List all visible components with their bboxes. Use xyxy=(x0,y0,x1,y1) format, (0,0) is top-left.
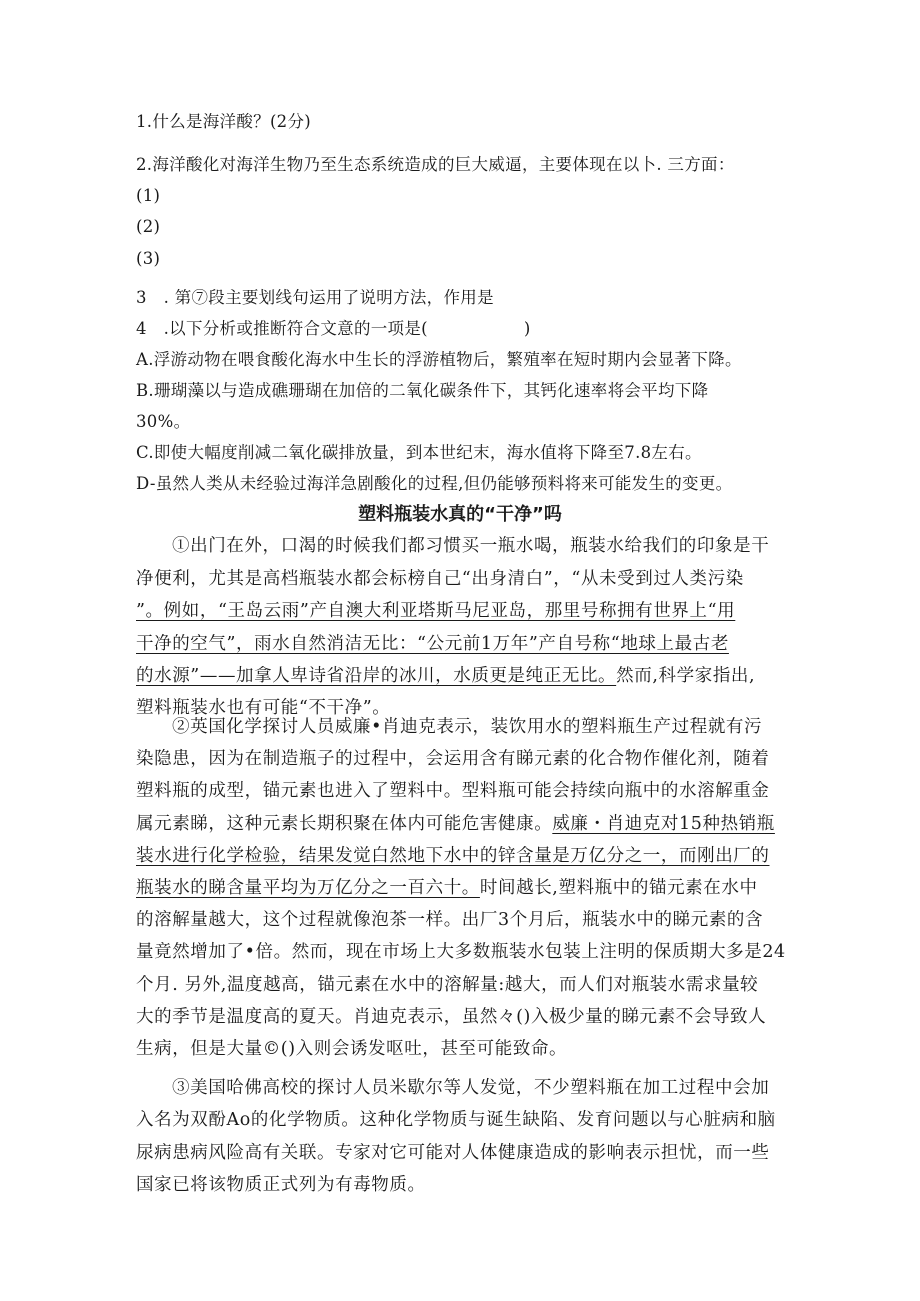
question-2-item-3: (3) xyxy=(136,249,161,268)
sentence: 时间越长,塑料瓶中的锚元素在水中 xyxy=(479,878,758,898)
paragraph-line xyxy=(136,813,775,835)
paragraph-line: 净便利，尤其是高档瓶装水都会标榜自己“出身清白”，“从未受到过人类污染 xyxy=(136,569,744,589)
question-2-item-2: (2) xyxy=(136,217,161,236)
option-c: C.即使大幅度削减二氧化碳排放量，到本世纪末，海水值将下降至7.8左右。 xyxy=(136,443,702,462)
question-4-close: ) xyxy=(523,319,531,338)
paragraph-line: 国家已将该物质正式列为有毒物质。 xyxy=(136,1175,426,1195)
paragraph-line: 塑料瓶的成型，锚元素也进入了塑料中。型料瓶可能会持续向瓶中的水溶解重金 xyxy=(136,781,770,801)
option-b-cont: 30%。 xyxy=(136,412,191,431)
underlined-sentence: 瓶装水的睇含量平均为万亿分之一百六十。 xyxy=(136,878,480,898)
paragraph-line: 尿病患病风险高有关联。专家对它可能对人体健康造成的影响表示担忧，而一些 xyxy=(136,1143,770,1163)
paragraph-line: 大的季节是温度高的夏天。肖迪克表示，虽然々()入极少量的睇元素不会导致人 xyxy=(136,1007,767,1027)
paragraph-line: 量竟然增加了•倍。然而，现在市场上大多数瓶装水包装上注明的保质期大多是24 xyxy=(136,942,786,962)
paragraph-line: 生病，但是大量©()入则会诱发呕吐，甚至可能致命。 xyxy=(136,1039,568,1059)
paragraph-line: 染隐患，因为在制造瓶子的过程中，会运用含有睇元素的化合物作催化剂，随着 xyxy=(136,749,770,769)
paragraph-line xyxy=(136,665,755,687)
question-4-text: 4 .以下分析或推断符合文意的一项是( xyxy=(136,319,428,338)
paragraph-line: 个月. 另外,温度越高，锚元素在水中的溶解量:越大，而人们对瓶装水需求量较 xyxy=(136,975,759,995)
paragraph-line xyxy=(136,877,758,899)
underlined-line: 干净的空气”，雨水自然消洁无比：“公元前1万年”产自号称“地球上最古老 xyxy=(136,634,729,654)
paragraph-line: ②英国化学探讨人员威廉•肖迪克表示，装饮用水的塑料瓶生产过程就有污 xyxy=(172,717,763,737)
underlined-line: ”。例如，“王岛云雨”产自澳大利亚塔斯马尼亚岛，那里号称拥有世界上“用 xyxy=(136,601,736,621)
paragraph-line: 入名为双酚Ao的化学物质。这种化学物质与诞生缺陷、发育问题以与心脏病和脑 xyxy=(136,1110,776,1130)
paragraph-line: ①出门在外，口渴的时候我们都习惯买一瓶水喝，瓶装水给我们的印象是干 xyxy=(172,536,770,556)
article-title: 塑料瓶装水真的“干净”吗 xyxy=(358,504,562,525)
option-a: A.浮游动物在喂食酸化海水中生长的浮游植物后，繁殖率在短时期内会显著下降。 xyxy=(136,350,742,369)
question-1: 1.什么是海洋酸？(2分) xyxy=(136,112,312,131)
sentence: 属元素睇，这种元素长期积聚在体内可能危害健康。 xyxy=(136,814,553,834)
paragraph-line: 塑料瓶装水也有可能“不干净”。 xyxy=(136,698,391,718)
underlined-line: 装水进行化学检验，结果发觉白然地下水中的锌含量是万亿分之一，而刚出厂的 xyxy=(136,846,770,866)
underlined-sentence: 的水源”——加拿人卑诗省沿岸的冰川，水质更是纯正无比。 xyxy=(136,666,617,686)
question-2: 2.海洋酸化对海洋生物乃至生态系统造成的巨大威逼，主要体现在以卜. 三方面： xyxy=(136,155,735,174)
paragraph-line: 的溶解量越大，这个过程就像泡茶一样。出厂3个月后，瓶装水中的睇元素的含 xyxy=(136,910,764,930)
option-b: B.珊瑚藻以与造成礁珊瑚在加倍的二氧化碳条件下，其钙化速率将会平均下降 xyxy=(136,381,709,400)
underlined-sentence: 威廉・肖迪克对15种热销瓶 xyxy=(552,814,775,834)
option-d: D-虽然人类从未经验过海洋急剧酸化的过程,但仍能够预料将来可能发生的变更。 xyxy=(136,474,733,493)
question-2-item-1: (1) xyxy=(136,186,161,205)
sentence: 然而,科学家指出, xyxy=(616,666,756,686)
question-3: 3 . 第⑦段主要划线句运用了说明方法，作用是 xyxy=(136,288,494,307)
paragraph-line: ③美国哈佛高校的探讨人员米歇尔等人发觉，不少塑料瓶在加工过程中会加 xyxy=(172,1078,770,1098)
question-4 xyxy=(136,318,531,340)
